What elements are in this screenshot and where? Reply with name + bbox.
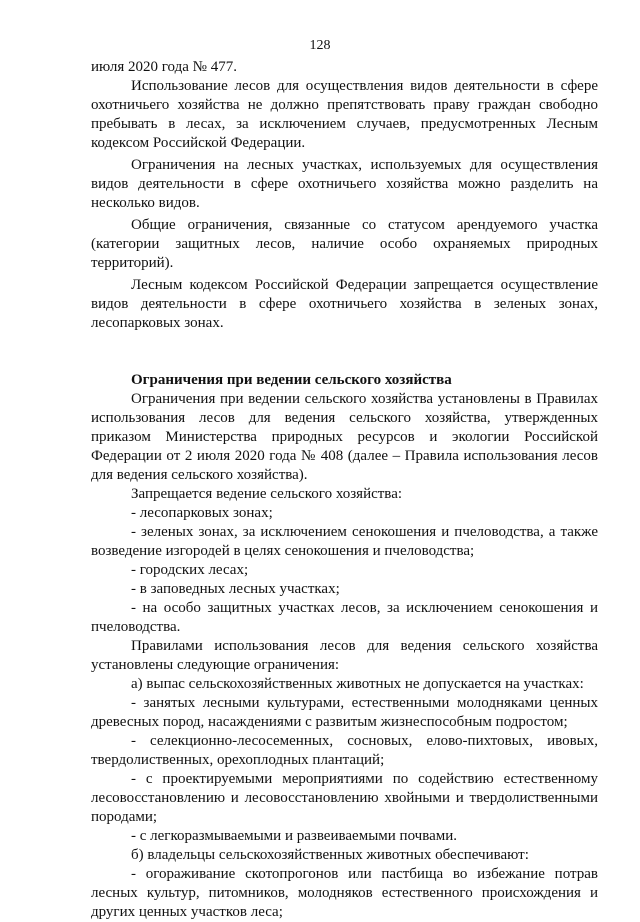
list-item: - городских лесах; [131,562,249,578]
document-body [91,58,598,922]
paragraph: Лесным кодексом Российской Федерации запрещается осуществление видов деятельности в сфере охотничьего хозяйства в зеленых зонах, лесопарковых зонах. [91,277,598,331]
list-item: - зеленых зонах, за исключением сенокошения и пчеловодства, а также возведение изгородей в целях сенокошения и пчеловодства; [91,524,598,559]
list-item: - в заповедных лесных участках; [131,581,340,597]
paragraph: Использование лесов для осуществления видов деятельности в сфере охотничьего хозяйства не должно препятствовать праву граждан свободно пребывать в лесах, за исключением случаев, предусмотренных Лесным кодексом Российской Федерации. [91,78,598,151]
list-item: а) выпас сельскохозяйственных животных не допускается на участках: [131,676,584,692]
paragraph: Общие ограничения, связанные со статусом арендуемого участка (категории защитных лесов, наличие особо охраняемых природных территорий). [91,217,598,271]
page-number: 128 [309,38,331,53]
paragraph: Правилами использования лесов для ведения сельского хозяйства установлены следующие ограничения: [91,638,598,673]
list-item: - с проектируемыми мероприятиями по содействию естественному лесовосстановлению и лесовосстановлению хвойными и твердолиственными породами; [91,771,598,825]
list-item: - огораживание скотопрогонов или пастбища во избежание потрав лесных культур, питомников, молодняков естественного происхождения и других ценных участков леса; [91,866,598,920]
list-item: - с легкоразмываемыми и развеиваемыми почвами. [131,828,458,844]
list-item: - селекционно-лесосеменных, сосновых, елово-пихтовых, ивовых, твердолиственных, орехоплодных плантаций; [91,733,598,768]
paragraph: Ограничения при ведении сельского хозяйства установлены в Правилах использования лесов для ведения сельского хозяйства, утвержденных приказом Министерства природных ресурсов и экологии Российской Федерации от 2 июля 2020 года № 408 (далее – Правила использования лесов для ведения сельского хозяйства). [91,391,598,483]
list-item: - занятых лесными культурами, естественными молодняками ценных древесных пород, насаждениями с развитым жизнеспособным подростом; [91,695,598,730]
paragraph: Запрещается ведение сельского хозяйства: [131,486,403,502]
paragraph: июля 2020 года № 477. [91,59,237,75]
list-item: б) владельцы сельскохозяйственных животных обеспечивают: [131,847,529,863]
paragraph: Ограничения на лесных участках, используемых для осуществления видов деятельности в сфере охотничьего хозяйства можно разделить на несколько видов. [91,157,598,211]
list-item: - лесопарковых зонах; [131,505,273,521]
list-item: - на особо защитных участках лесов, за исключением сенокошения и пчеловодства. [91,600,598,635]
section-heading: Ограничения при ведении сельского хозяйства [131,372,452,388]
